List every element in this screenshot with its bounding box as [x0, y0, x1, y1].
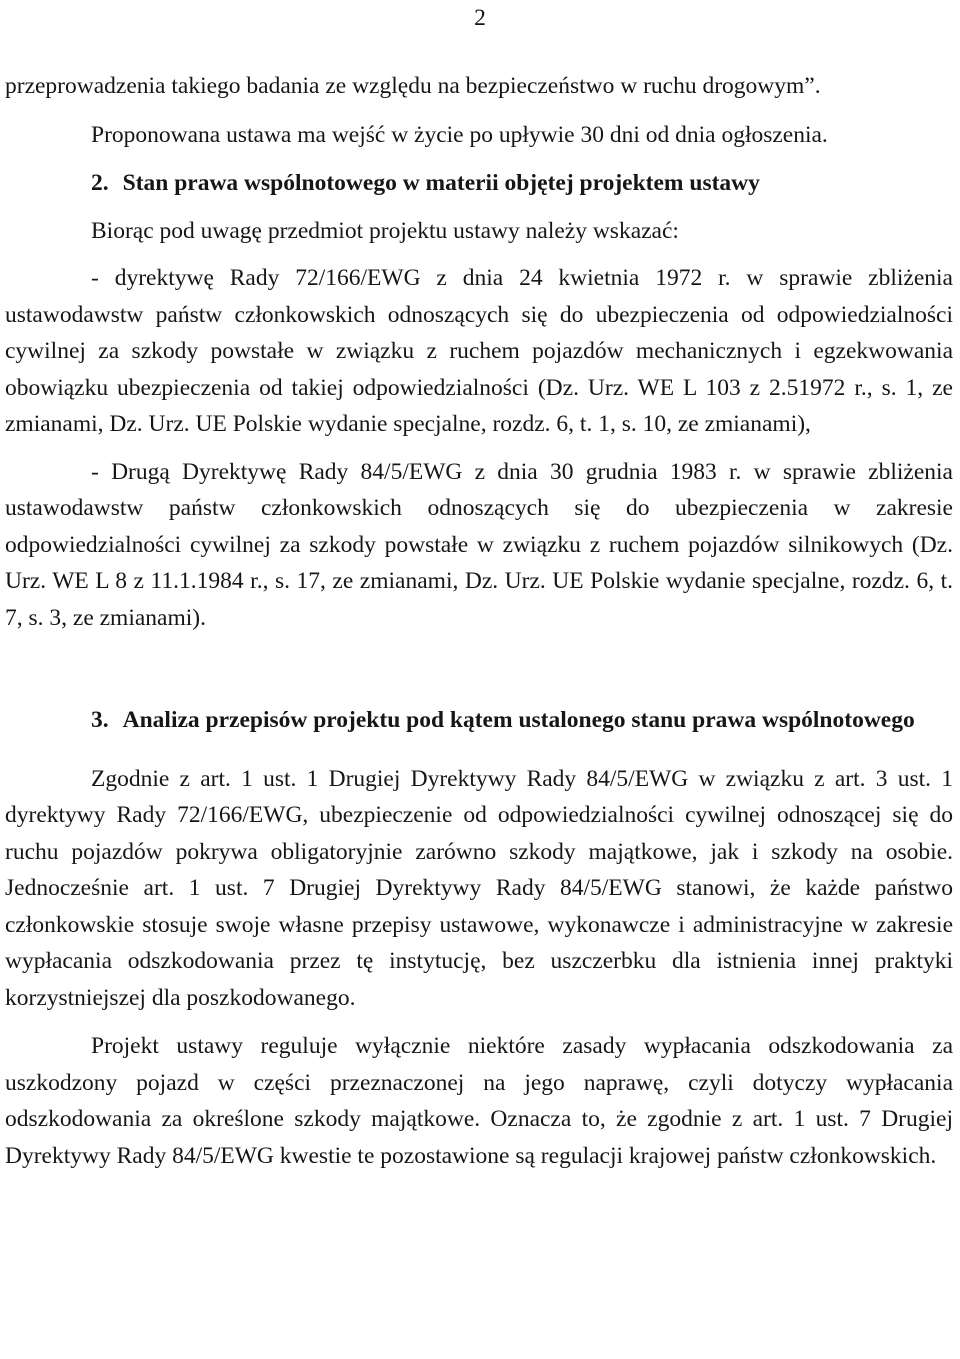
page-number: 2 — [474, 5, 486, 31]
paragraph-5: - Drugą Dyrektywę Rady 84/5/EWG z dnia 30 grudnia 1983 r. w sprawie zbliżenia ustawodawstw państw członkowskich odnoszących się do ubezpieczenia w zakresie odpowiedzialności cywilnej za szkody powstałe w związku z ruchem pojazdów silnikowych (Dz. Urz. WE L 8 z 11.1.1984 r., s. 17, ze zmianami, Dz. Urz. UE Polskie wydanie specjalne, rozdz. 6, t. 7, s. 3, ze zmianami). — [5, 458, 953, 631]
section-title-2: Stan prawa wspólnotowego w materii objętej projektem ustawy — [122, 170, 760, 196]
section-number-2: 2. — [91, 170, 109, 196]
section-number-3: 3. — [91, 707, 109, 733]
section-heading-3 — [5, 702, 953, 739]
section-heading-2 — [5, 165, 953, 202]
paragraph-1: przeprowadzenia takiego badania ze względu na bezpieczeństwo w ruchu drogowym”. — [5, 73, 821, 99]
section-title-3: Analiza przepisów projektu pod kątem ustalonego stanu prawa wspólnotowego — [122, 707, 915, 733]
paragraph-7: Projekt ustawy reguluje wyłącznie niektóre zasady wypłacania odszkodowania za uszkodzony pojazd w części przeznaczonej na jego naprawę, czyli dotyczy wypłacania odszkodowania za określone szkody majątkowe. Oznacza to, że zgodnie z art. 1 ust. 7 Drugiej Dyrektywy Rady 84/5/EWG kwestie te pozostawione są regulacji krajowej państw członkowskich. — [5, 1033, 953, 1169]
paragraph-3: Biorąc pod uwagę przedmiot projektu ustawy należy wskazać: — [91, 217, 679, 244]
paragraph-6: Zgodnie z art. 1 ust. 1 Drugiej Dyrektywy Rady 84/5/EWG w związku z art. 3 ust. 1 dyrektywy Rady 72/166/EWG, ubezpieczenie od odpowiedzialności cywilnej odnoszącej się do ruchu pojazdów pokrywa obligatoryjnie zarówno szkody majątkowe, jak i szkody na osobie. Jednocześnie art. 1 ust. 7 Drugiej Dyrektywy Rady 84/5/EWG stanowi, że każde państwo członkowskie stosuje swoje własne przepisy ustawowe, wykonawcze i administracyjne w zakresie wypłacania odszkodowania przez tę instytucję, bez uszczerbku dla istnienia innej praktyki korzystniejszej dla poszkodowanego. — [5, 765, 953, 1011]
document-body — [5, 68, 953, 1174]
paragraph-2: Proponowana ustawa ma wejść w życie po upływie 30 dni od dnia ogłoszenia. — [91, 121, 828, 148]
paragraph-4: - dyrektywę Rady 72/166/EWG z dnia 24 kwietnia 1972 r. w sprawie zbliżenia ustawodawstw państw członkowskich odnoszących się do ubezpieczenia od odpowiedzialności cywilnej za szkody powstałe w związku z ruchem pojazdów mechanicznych i egzekwowania obowiązku ubezpieczenia od takiej odpowiedzialności (Dz. Urz. WE L 103 z 2.51972 r., s. 1, ze zmianami, Dz. Urz. UE Polskie wydanie specjalne, rozdz. 6, t. 1, s. 10, ze zmianami), — [5, 265, 953, 437]
